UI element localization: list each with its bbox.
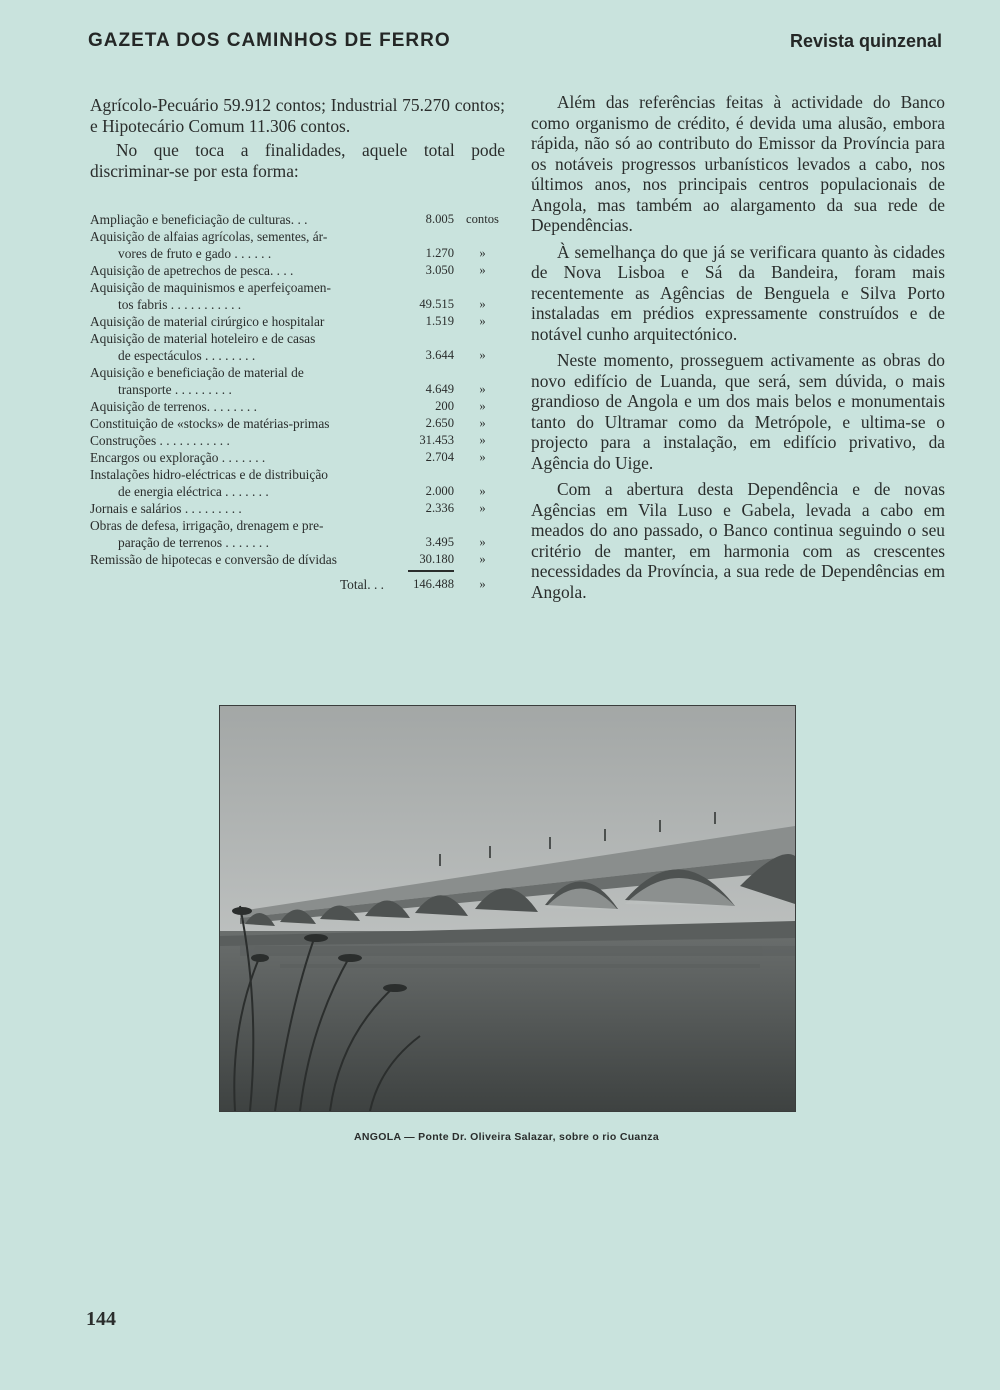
finalidade-label-line-1: Aquisição de alfaias agrícolas, sementes, ár-: [90, 229, 328, 244]
finalidades-row: [90, 279, 505, 313]
finalidade-unit: »: [479, 246, 486, 260]
finalidade-unit: »: [479, 263, 486, 277]
finalidade-value: 2.704: [425, 450, 454, 464]
finalidade-value: 4.649: [425, 382, 454, 396]
left-paragraph-1: Agrícolo-Pecuário 59.912 contos; Industrial 75.270 contos; e Hipotecário Comum 11.306 contos.: [90, 95, 505, 136]
right-paragraph-1: Além das referências feitas à actividade do Banco como organismo de crédito, é devida uma alusão, embora rápida, não só ao contributo do Emissor da Província para os notáveis progressos urbanísticos levados a cabo, nos últimos anos, nos principais centros populacionais de Angola, mas também ao alargamento da sua rede de Dependências.: [531, 92, 945, 235]
finalidades-row: [90, 364, 505, 398]
journal-title: GAZETA DOS CAMINHOS DE FERRO: [88, 30, 451, 51]
finalidades-row: [90, 449, 505, 466]
finalidade-label-line-1: Aquisição de material hoteleiro e de casas: [90, 331, 316, 346]
finalidade-label: [90, 398, 390, 415]
finalidades-row: [90, 551, 505, 568]
finalidade-value: 3.644: [425, 348, 454, 362]
finalidade-label: [90, 500, 390, 517]
finalidade-value: 2.650: [425, 416, 454, 430]
finalidade-value: 49.515: [419, 297, 454, 311]
finalidade-value: 8.005: [425, 212, 454, 226]
finalidades-row: [90, 415, 505, 432]
finalidade-value: 2.336: [425, 501, 454, 515]
finalidades-row: [90, 398, 505, 415]
journal-subtitle: Revista quinzenal: [789, 31, 942, 51]
finalidade-value: 3.050: [425, 263, 454, 277]
finalidade-label: [90, 551, 390, 568]
finalidade-label: [90, 279, 390, 313]
finalidade-unit: »: [479, 314, 486, 328]
finalidade-label: [90, 211, 390, 228]
finalidade-unit: »: [479, 399, 486, 413]
finalidade-value: 1.519: [425, 314, 454, 328]
finalidade-unit: »: [479, 484, 486, 498]
finalidade-label: [90, 330, 390, 364]
finalidade-unit: contos: [466, 212, 499, 226]
left-paragraph-2: No que toca a finalidades, aquele total pode discriminar-se por esta forma:: [90, 140, 505, 181]
finalidades-row: [90, 466, 505, 500]
finalidade-unit: »: [479, 382, 486, 396]
finalidade-label: [90, 466, 390, 500]
finalidade-label: [90, 364, 390, 398]
total-unit: »: [479, 577, 486, 591]
finalidade-label-line-1: Jornais e salários . . . . . . . . .: [90, 501, 242, 516]
total-rule: [408, 570, 454, 572]
right-column: [531, 92, 945, 608]
finalidade-value: 200: [435, 399, 454, 413]
finalidades-table: [90, 211, 505, 593]
finalidade-label-line-1: Aquisição de maquinismos e aperfeiçoamen-: [90, 280, 331, 295]
finalidade-label: [90, 313, 390, 330]
finalidade-value: 30.180: [419, 552, 454, 566]
finalidade-label-line-1: Instalações hidro-eléctricas e de distribuição: [90, 467, 328, 482]
finalidade-label-line-1: Aquisição e beneficiação de material de: [90, 365, 304, 380]
finalidade-label-line-1: Obras de defesa, irrigação, drenagem e pre-: [90, 518, 324, 533]
finalidade-label-line-1: Aquisição de material cirúrgico e hospitalar: [90, 314, 325, 329]
finalidade-label-line-2: transporte . . . . . . . . .: [118, 382, 232, 397]
finalidade-value: 2.000: [425, 484, 454, 498]
finalidades-row: [90, 313, 505, 330]
finalidade-unit: »: [479, 501, 486, 515]
finalidade-label-line-1: Aquisição de apetrechos de pesca. . . .: [90, 263, 294, 278]
finalidade-label-line-2: vores de fruto e gado . . . . . .: [118, 246, 272, 261]
total-label: Total. . .: [339, 577, 384, 592]
left-column: [90, 95, 505, 593]
page-number: 144: [86, 1308, 116, 1330]
finalidades-row: [90, 432, 505, 449]
finalidade-label: [90, 517, 390, 551]
finalidade-label-line-1: Ampliação e beneficiação de culturas. . .: [90, 212, 308, 227]
right-paragraph-3: Neste momento, prosseguem activamente as obras do novo edifício de Luanda, que será, sem dúvida, o mais grandioso de Angola e um dos mais belos e monumentais tanto do Ultramar como da Metrópole, e ultima-se o projecto para a instalação, em edifício privativo, da Agência do Uige.: [531, 350, 945, 473]
finalidade-unit: »: [479, 416, 486, 430]
finalidades-total-row: [90, 576, 505, 593]
finalidade-value: 1.270: [425, 246, 454, 260]
bridge-photo: [219, 705, 796, 1112]
finalidade-label-line-2: paração de terrenos . . . . . . .: [118, 535, 269, 550]
finalidades-row: [90, 500, 505, 517]
finalidade-label: [90, 415, 390, 432]
photo-caption: ANGOLA — Ponte Dr. Oliveira Salazar, sobre o rio Cuanza: [354, 1131, 659, 1143]
finalidade-label: [90, 262, 390, 279]
finalidades-row: [90, 517, 505, 551]
finalidade-label-line-1: Construções . . . . . . . . . . .: [90, 433, 230, 448]
finalidade-unit: »: [479, 450, 486, 464]
finalidade-value: 3.495: [425, 535, 454, 549]
finalidade-label-line-1: Remissão de hipotecas e conversão de dívidas: [90, 552, 337, 567]
finalidade-unit: »: [479, 297, 486, 311]
finalidade-label: [90, 228, 390, 262]
finalidades-row: [90, 330, 505, 364]
total-value: 146.488: [413, 577, 454, 591]
finalidade-label-line-2: tos fabris . . . . . . . . . . .: [118, 297, 242, 312]
finalidade-label: [90, 432, 390, 449]
finalidade-unit: »: [479, 348, 486, 362]
finalidade-label-line-1: Aquisição de terrenos. . . . . . . .: [90, 399, 257, 414]
finalidade-unit: »: [479, 535, 486, 549]
finalidades-row: [90, 211, 505, 228]
finalidade-unit: »: [479, 552, 486, 566]
finalidade-unit: »: [479, 433, 486, 447]
finalidade-label-line-1: Encargos ou exploração . . . . . . .: [90, 450, 266, 465]
finalidades-row: [90, 228, 505, 262]
finalidade-label: [90, 449, 390, 466]
right-paragraph-2: À semelhança do que já se verificara quanto às cidades de Nova Lisboa e Sá da Bandeira, foram mais recentemente as Agências de Benguela e Silva Porto instaladas em prédios expressamente construídos e de notável cunho arquitectónico.: [531, 241, 945, 344]
finalidades-row: [90, 262, 505, 279]
finalidade-value: 31.453: [419, 433, 454, 447]
right-paragraph-4: Com a abertura desta Dependência e de novas Agências em Vila Luso e Gabela, levada a cabo em meados do ano passado, o Banco continua seguindo o seu critério de manter, em harmonia com as crescentes necessidades da Província, a sua rede de Dependências em Angola.: [531, 479, 945, 602]
finalidade-label-line-2: de energia eléctrica . . . . . . .: [118, 484, 269, 499]
finalidade-label-line-2: de espectáculos . . . . . . . .: [118, 348, 256, 363]
finalidade-label-line-1: Constituição de «stocks» de matérias-primas: [90, 416, 330, 431]
